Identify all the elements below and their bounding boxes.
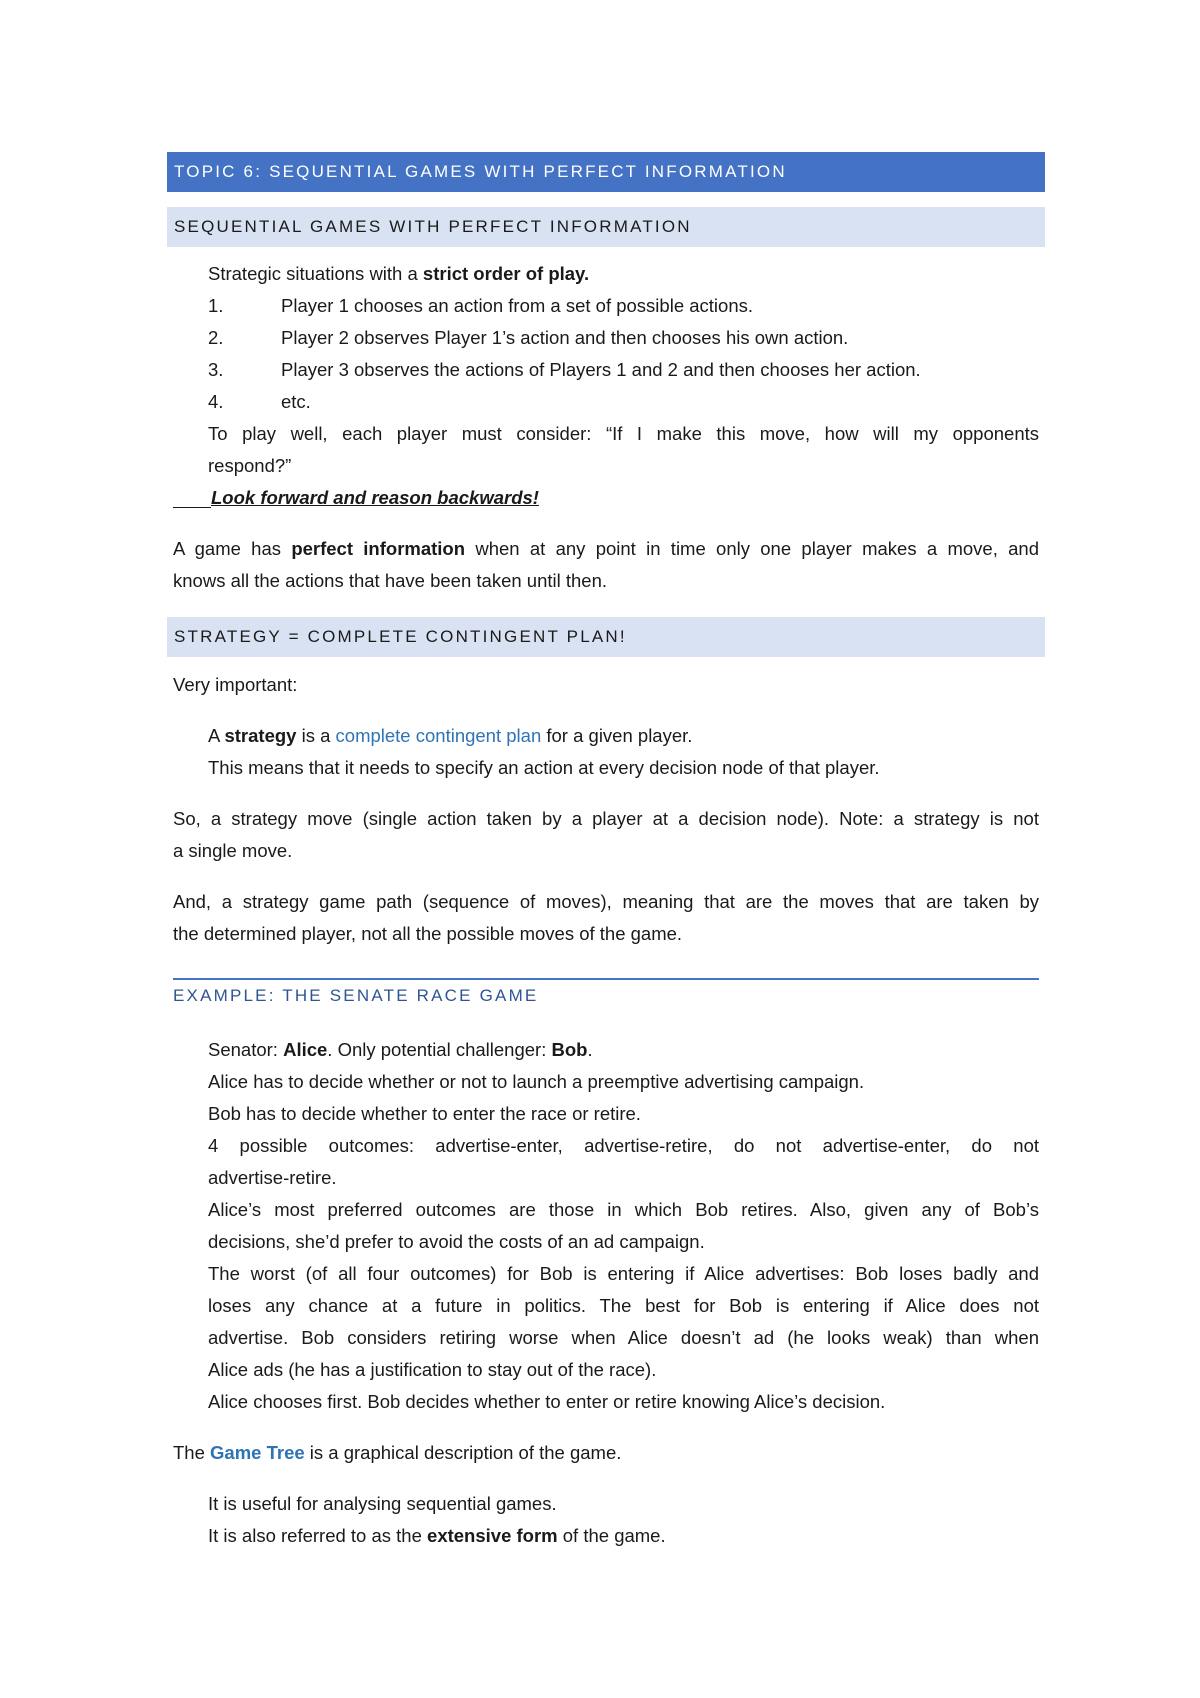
game-tree-line <box>173 1437 621 1469</box>
strategy-definition <box>208 720 692 752</box>
strategy-means: This means that it needs to specify an action at every decision node of that player. <box>208 757 880 778</box>
senator-mid: . Only potential challenger: <box>327 1039 552 1060</box>
referred-pre: It is also referred to as the <box>208 1525 428 1546</box>
perfect-bold: perfect information <box>291 538 466 559</box>
list-number: 1. <box>208 295 224 316</box>
and-line-2: the determined player, not all the possible moves of the game. <box>173 923 683 944</box>
bob-decide: Bob has to decide whether to enter the race or retire. <box>208 1103 641 1124</box>
worst-line-3: advertise. Bob considers retiring worse when Alice doesn’t ad (he looks weak) than when <box>208 1327 1039 1348</box>
so-line-2: a single move. <box>173 840 293 861</box>
list-text: etc. <box>281 391 311 412</box>
perfect-info-line-2: knows all the actions that have been taken until then. <box>173 570 608 591</box>
senator-alice: Alice <box>283 1039 328 1060</box>
consider-line-2: respond?” <box>208 455 292 476</box>
senator-line <box>208 1034 593 1066</box>
look-forward-text: Look forward and reason backwards! <box>211 487 539 508</box>
useful-line: It is useful for analysing sequential games. <box>208 1493 557 1514</box>
def-highlight: complete contingent plan <box>335 725 542 746</box>
outcomes-line-2: advertise-retire. <box>208 1167 337 1188</box>
alice-pref-line-2: decisions, she’d prefer to avoid the costs of an ad campaign. <box>208 1231 705 1252</box>
list-item <box>208 322 848 354</box>
alice-pref-line-1: Alice’s most preferred outcomes are those in which Bob retires. Also, given any of Bob’s <box>208 1199 1039 1220</box>
section-title: SEQUENTIAL GAMES WITH PERFECT INFORMATION <box>174 217 692 236</box>
tree-highlight: Game Tree <box>210 1442 305 1463</box>
section-heading-strategy <box>167 617 1045 657</box>
tree-pre: The <box>173 1442 211 1463</box>
worst-line-1: The worst (of all four outcomes) for Bob is entering if Alice advertises: Bob loses badly and <box>208 1263 1039 1284</box>
list-text: Player 1 chooses an action from a set of possible actions. <box>281 295 754 316</box>
section-heading-sequential <box>167 207 1045 247</box>
perfect-info-line-1 <box>173 533 1039 565</box>
so-line-1: So, a strategy move (single action taken by a player at a decision node). Note: a strategy is not <box>173 808 1039 829</box>
referred-post: of the game. <box>557 1525 666 1546</box>
senator-post: . <box>587 1039 593 1060</box>
referred-bold: extensive form <box>427 1525 558 1546</box>
alice-first: Alice chooses first. Bob decides whether to enter or retire knowing Alice’s decision. <box>208 1391 886 1412</box>
senator-pre: Senator: <box>208 1039 284 1060</box>
topic-title: TOPIC 6: SEQUENTIAL GAMES WITH PERFECT INFORMATION <box>174 162 787 181</box>
topic-title-bar <box>167 152 1045 192</box>
intro-text: Strategic situations with a <box>208 263 423 284</box>
underline-lead <box>173 485 211 508</box>
list-number: 4. <box>208 391 224 412</box>
intro-line <box>208 258 589 290</box>
intro-post: . <box>583 263 590 284</box>
list-item <box>208 386 311 418</box>
list-text: Player 3 observes the actions of Players 1 and 2 and then chooses her action. <box>281 359 921 380</box>
outcomes-line-1: 4 possible outcomes: advertise-enter, advertise-retire, do not advertise-enter, do not <box>208 1135 1039 1156</box>
def-mid: is a <box>296 725 336 746</box>
referred-line <box>208 1520 666 1552</box>
intro-bold: strict order of play <box>422 263 584 284</box>
tree-post: is a graphical description of the game. <box>304 1442 622 1463</box>
example-title: EXAMPLE: THE SENATE RACE GAME <box>173 986 539 1005</box>
very-important: Very important: <box>173 674 298 695</box>
list-text: Player 2 observes Player 1’s action and then chooses his own action. <box>281 327 849 348</box>
alice-decide: Alice has to decide whether or not to launch a preemptive advertising campaign. <box>208 1071 865 1092</box>
list-item <box>208 354 921 386</box>
perfect-pre: A game has <box>173 538 292 559</box>
def-bold: strategy <box>224 725 297 746</box>
worst-line-4: Alice ads (he has a justification to stay out of the race). <box>208 1359 657 1380</box>
worst-line-2: loses any chance at a future in politics. The best for Bob is entering if Alice does not <box>208 1295 1039 1316</box>
consider-line-1: To play well, each player must consider: “If I make this move, how will my opponents <box>208 423 1039 444</box>
def-post: for a given player. <box>541 725 693 746</box>
senator-bob: Bob <box>551 1039 588 1060</box>
example-divider <box>173 978 1039 980</box>
look-forward-line <box>173 482 539 514</box>
def-pre: A <box>208 725 225 746</box>
list-item <box>208 290 753 322</box>
perfect-post: when at any point in time only one player makes a move, and <box>465 538 1040 559</box>
section-title: STRATEGY = COMPLETE CONTINGENT PLAN! <box>174 627 627 646</box>
and-line-1: And, a strategy game path (sequence of moves), meaning that are the moves that are taken by <box>173 891 1039 912</box>
list-number: 3. <box>208 359 224 380</box>
list-number: 2. <box>208 327 224 348</box>
